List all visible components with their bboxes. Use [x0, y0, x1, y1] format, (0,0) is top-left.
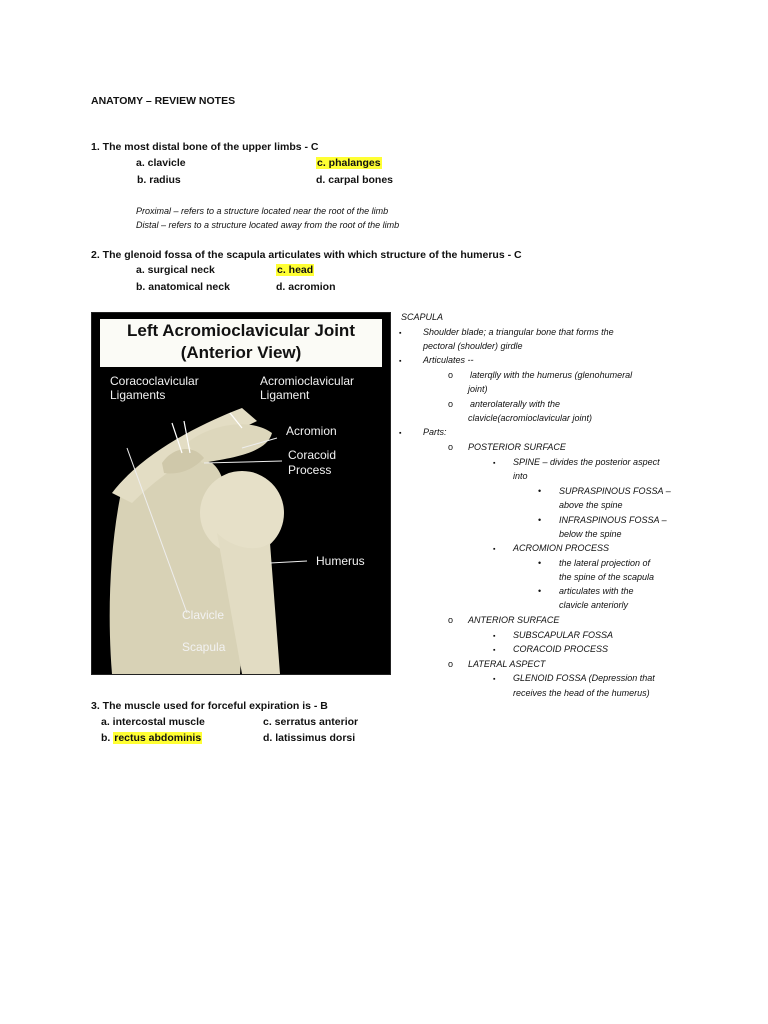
square-bullet: ▪	[493, 546, 496, 553]
scapula-line: CORACOID PROCESS	[513, 644, 609, 654]
scapula-line: Articulates --	[423, 355, 474, 365]
q2-option-b: b. anatomical neck	[136, 281, 230, 293]
scapula-line: SUBSCAPULAR FOSSA	[513, 630, 614, 640]
q2-option-d: d. acromion	[276, 281, 336, 293]
q2-option-a: a. surgical neck	[136, 264, 215, 276]
q1-option-c-answer: c. phalanges	[317, 157, 381, 169]
scapula-line: Parts:	[423, 427, 447, 437]
dot-bullet: •	[538, 515, 542, 525]
circle-bullet: o	[448, 659, 454, 669]
scapula-line: LATERAL ASPECT	[468, 659, 546, 669]
q3-option-d: d. latissimus dorsi	[263, 732, 356, 744]
label-coracoid-1: Coracoid	[288, 448, 337, 462]
scapula-line: SUPRASPINOUS FOSSA –	[559, 486, 671, 496]
q1-option-b: b. radius	[137, 174, 181, 186]
dot-bullet: •	[538, 558, 542, 568]
scapula-line: POSTERIOR SURFACE	[468, 442, 566, 452]
scapula-line: ANTERIOR SURFACE	[468, 615, 560, 625]
scapula-line: SPINE – divides the posterior aspect	[513, 457, 660, 467]
dot-bullet: •	[538, 486, 542, 496]
scapula-line: into	[513, 471, 528, 481]
square-bullet: ▪	[493, 676, 496, 683]
circle-bullet: o	[448, 442, 454, 452]
scapula-line: joint)	[468, 384, 488, 394]
label-scapula: Scapula	[182, 640, 226, 654]
q2-option-c-answer: c. head	[277, 264, 314, 276]
acromioclavicular-joint-figure	[91, 312, 391, 675]
scapula-line: GLENOID FOSSA (Depression that	[513, 673, 655, 683]
scapula-line: the lateral projection of	[559, 558, 651, 568]
label-coracoid-2: Process	[288, 463, 332, 477]
dot-bullet: •	[538, 586, 542, 596]
scapula-line: above the spine	[559, 500, 623, 510]
scapula-line: Shoulder blade; a triangular bone that forms the	[423, 327, 614, 337]
label-acromion: Acromion	[286, 424, 337, 438]
figure-title-1: Left Acromioclavicular Joint	[127, 321, 355, 340]
q1-option-a: a. clavicle	[136, 157, 186, 169]
label-clavicle: Clavicle	[182, 608, 225, 622]
scapula-line: pectoral (shoulder) girdle	[423, 341, 523, 351]
circle-bullet: o	[448, 615, 454, 625]
q3-option-c: c. serratus anterior	[263, 716, 359, 728]
circle-bullet: o	[448, 370, 454, 380]
q3-option-b-prefix: b.	[101, 732, 114, 744]
question-2: 2. The glenoid fossa of the scapula articulates with which structure of the humerus - C	[91, 249, 522, 261]
square-bullet: ▪	[493, 460, 496, 467]
figure-illustration	[92, 313, 390, 674]
page-title: ANATOMY – REVIEW NOTES	[91, 95, 236, 107]
note-proximal: Proximal – refers to a structure located near the root of the limb	[136, 206, 389, 216]
label-humerus: Humerus	[316, 554, 365, 568]
q1-option-d: d. carpal bones	[316, 174, 394, 186]
scapula-line: laterqlly with the humerus (glenohumeral	[470, 370, 633, 380]
q3-option-a: a. intercostal muscle	[101, 716, 205, 728]
label-acromioclavicular-2: Ligament	[260, 388, 310, 402]
circle-bullet: o	[448, 399, 454, 409]
scapula-line: below the spine	[559, 529, 622, 539]
question-3: 3. The muscle used for forceful expiration is - B	[91, 700, 328, 712]
scapula-line: anterolaterally with the	[470, 399, 561, 409]
scapula-line: articulates with the	[559, 586, 634, 596]
square-bullet: ▪	[399, 330, 402, 337]
scapula-line: receives the head of the humerus)	[513, 688, 650, 698]
q3-option-b-answer: rectus abdominis	[114, 732, 202, 744]
humeral-head-shape	[200, 471, 284, 555]
label-acromioclavicular-1: Acromioclavicular	[260, 374, 355, 388]
scapula-line: the spine of the scapula	[559, 572, 655, 582]
label-coracoclavicular-2: Ligaments	[110, 388, 166, 402]
square-bullet: ▪	[399, 430, 402, 437]
square-bullet: ▪	[399, 358, 402, 365]
scapula-heading: SCAPULA	[401, 312, 444, 322]
scapula-line: clavicle anteriorly	[559, 600, 629, 610]
square-bullet: ▪	[493, 633, 496, 640]
question-1: 1. The most distal bone of the upper limbs - C	[91, 141, 319, 153]
square-bullet: ▪	[493, 647, 496, 654]
scapula-line: clavicle(acromioclavicular joint)	[468, 413, 593, 423]
note-distal: Distal – refers to a structure located away from the root of the limb	[136, 220, 400, 230]
label-coracoclavicular-1: Coracoclavicular	[110, 374, 199, 388]
scapula-line: INFRASPINOUS FOSSA –	[559, 515, 667, 525]
figure-title-2: (Anterior View)	[180, 343, 302, 362]
scapula-line: ACROMION PROCESS	[513, 543, 610, 553]
